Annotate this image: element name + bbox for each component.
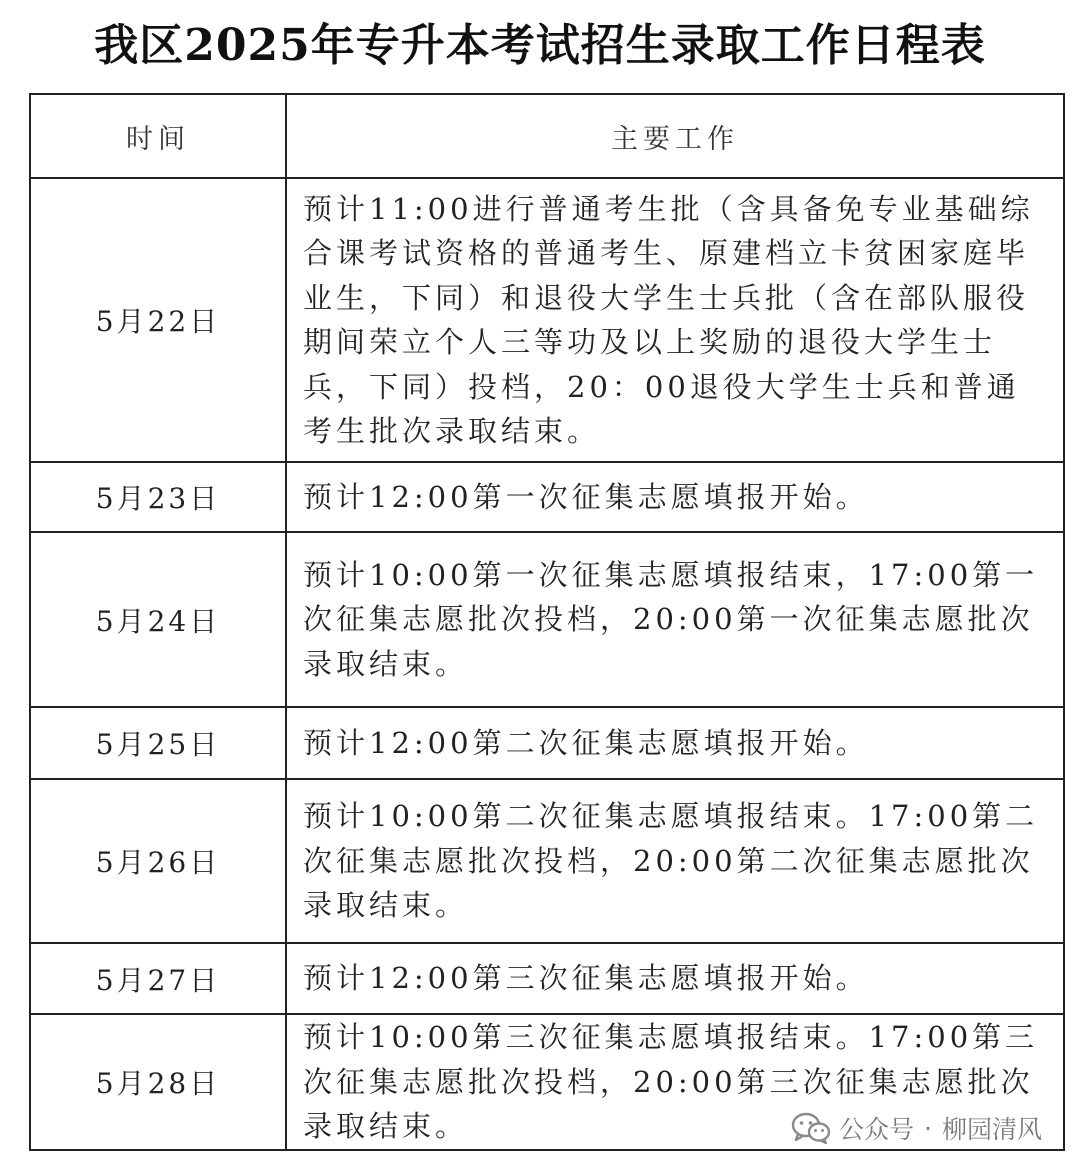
row-date: 5月22日: [30, 178, 286, 462]
header-work: 主要工作: [286, 94, 1064, 178]
row-work-text: 预计10:00第三次征集志愿填报结束。17:00第三次征集志愿批次投档，20:00第三次征集志愿批次录取结束。: [303, 1020, 1039, 1143]
row-work: [286, 707, 1064, 779]
table-row: [30, 779, 1064, 943]
row-work-text: 预计10:00第二次征集志愿填报结束。17:00第二次征集志愿批次投档，20:00第二次征集志愿批次录取结束。: [303, 799, 1039, 923]
watermark: [787, 1108, 1046, 1148]
table-row: [30, 943, 1064, 1014]
watermark-account: 柳园清风: [941, 1115, 1042, 1144]
row-work: [286, 178, 1064, 462]
row-work-text: 预计12:00第二次征集志愿填报开始。: [303, 725, 869, 760]
row-date: 5月25日: [30, 707, 286, 779]
row-date: 5月27日: [30, 943, 286, 1014]
watermark-label: 公众号: [839, 1115, 915, 1144]
row-work: [286, 462, 1064, 532]
row-date: 5月26日: [30, 779, 286, 943]
table-row: [30, 532, 1064, 707]
row-work-text: 预计12:00第一次征集志愿填报开始。: [303, 479, 869, 514]
header-date: 时间: [30, 94, 286, 178]
table-header-row: [30, 94, 1064, 178]
row-work-text: 预计12:00第三次征集志愿填报开始。: [303, 961, 869, 996]
row-date: 5月23日: [30, 462, 286, 532]
page-title: 我区2025年专升本考试招生录取工作日程表: [94, 20, 986, 71]
wechat-icon: [791, 1112, 831, 1144]
row-date: 5月28日: [30, 1014, 286, 1150]
row-date: 5月24日: [30, 532, 286, 707]
table-row: [30, 462, 1064, 532]
watermark-separator: ·: [924, 1113, 932, 1143]
table-row: [30, 178, 1064, 462]
row-work-text: 预计10:00第一次征集志愿填报结束，17:00第一次征集志愿批次投档，20:00第一次征集志愿批次录取结束。: [303, 557, 1039, 681]
row-work: [286, 943, 1064, 1014]
row-work-text: 预计11:00进行普通考生批（含具备免专业基础综合课考试资格的普通考生、原建档立卡贫困家庭毕业生，下同）和退役大学生士兵批（含在部队服役期间荣立个人三等功及以上奖励的退役大学生士兵，下同）投档，20：00退役大学生士兵和普通考生批次录取结束。: [303, 191, 1034, 448]
schedule-table: [29, 93, 1065, 1151]
row-work: [286, 779, 1064, 943]
table-row: [30, 707, 1064, 779]
row-work: [286, 532, 1064, 707]
